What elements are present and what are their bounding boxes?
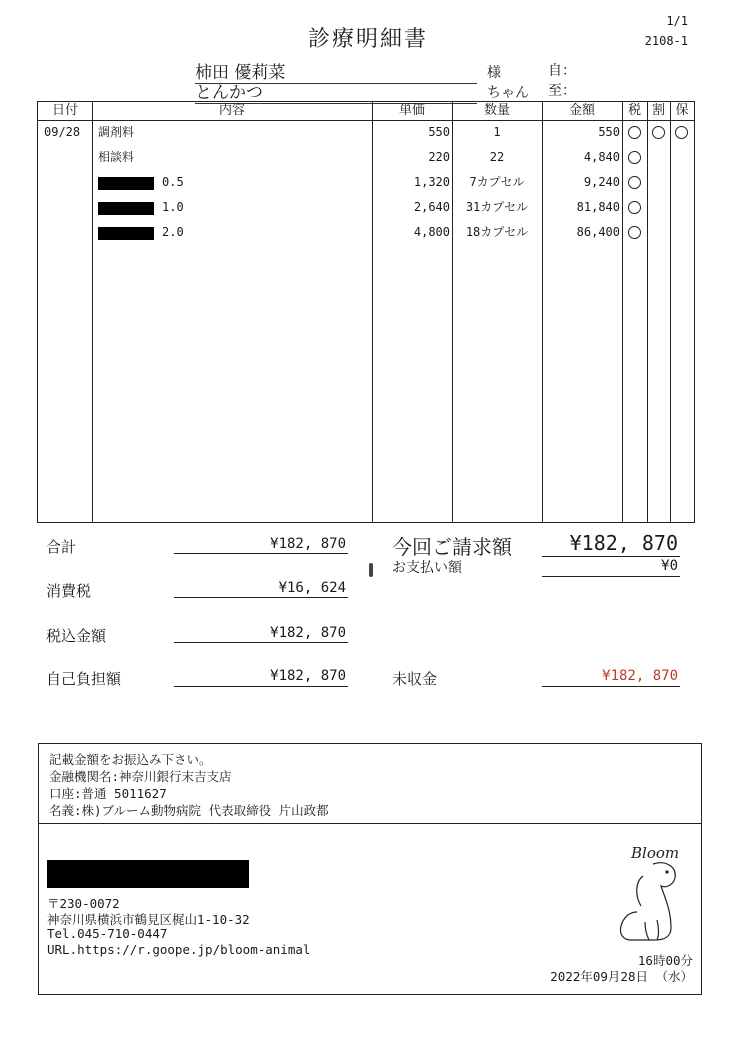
row-amount: 9,240: [583, 175, 620, 189]
owner-suffix: 様: [487, 65, 501, 81]
clinic-address: 神奈川県横浜市鶴見区梶山1-10-32: [47, 912, 250, 927]
self-pay-label: 自己負担額: [46, 670, 122, 688]
clinic-phone: Tel.045-710-0447: [47, 926, 168, 941]
from-label: 自：: [548, 63, 576, 79]
redacted-item-name: [98, 202, 154, 215]
col-unit-price: 単価: [398, 103, 425, 118]
bank-instruction: 記載金額をお振込み下さい。: [49, 752, 212, 767]
tax-mark: [628, 151, 641, 164]
table-row: [38, 147, 694, 172]
row-unit-price: 4,800: [413, 225, 450, 239]
tax-label: 消費税: [46, 582, 92, 600]
row-unit-price: 220: [428, 150, 450, 164]
col-date: 日付: [51, 103, 78, 118]
clinic-postal-code: 〒230-0072: [47, 896, 120, 911]
redacted-item-name: [98, 227, 154, 240]
col-tax: 税: [627, 103, 641, 118]
bank-holder: 名義:株)ブルーム動物病院 代表取締役 片山政都: [49, 803, 329, 818]
row-amount: 86,400: [576, 225, 620, 239]
row-amount: 550: [598, 125, 620, 139]
document-number: 2108-1: [644, 34, 688, 48]
subtotal-value: ¥182, 870: [270, 536, 346, 552]
row-unit-price: 550: [428, 125, 450, 139]
tax-value: ¥16, 624: [278, 580, 346, 596]
subtotal-label: 合計: [46, 538, 77, 556]
tax-mark: [628, 226, 641, 239]
row-item: 調剤料: [98, 125, 135, 139]
tax-included-label: 税込金額: [46, 627, 107, 645]
col-insurance: 保: [675, 103, 689, 118]
col-discount: 割: [651, 103, 665, 118]
col-item: 内容: [218, 103, 245, 118]
row-item: 0.5: [162, 175, 184, 189]
row-item: 1.0: [162, 200, 184, 214]
pet-suffix: ちゃん: [487, 85, 529, 101]
table-row: [38, 122, 694, 147]
row-unit-price: 1,320: [413, 175, 450, 189]
tax-included-value: ¥182, 870: [270, 625, 346, 641]
to-label: 至：: [548, 83, 576, 99]
owner-name: 柿田 優莉菜: [195, 58, 477, 84]
col-amount: 金額: [568, 103, 595, 118]
payment-info-box: [38, 743, 702, 995]
row-quantity: 18カプセル: [465, 225, 529, 239]
print-time: 16時00分: [637, 953, 693, 968]
row-quantity: 1: [493, 125, 501, 139]
itemized-table: [37, 101, 695, 523]
tax-mark: [628, 201, 641, 214]
col-quantity: 数量: [483, 103, 510, 118]
row-amount: 81,840: [576, 200, 620, 214]
print-date: 2022年09月28日 （水）: [550, 969, 693, 984]
logo-text: Bloom: [631, 844, 680, 862]
page-number: 1/1: [666, 14, 688, 28]
insurance-mark: [675, 126, 688, 139]
discount-mark: [652, 126, 665, 139]
paid-label: お支払い額: [392, 560, 462, 576]
row-item: 2.0: [162, 225, 184, 239]
row-date: 09/28: [44, 125, 81, 139]
pet-name: とんかつ: [195, 78, 477, 104]
redacted-clinic-name: [47, 860, 249, 888]
self-pay-value: ¥182, 870: [270, 668, 346, 684]
document-title: 診療明細書: [307, 27, 428, 52]
row-amount: 4,840: [583, 150, 620, 164]
table-row: [38, 172, 694, 197]
table-row: [38, 222, 694, 247]
clinic-url: URL.https://r.goope.jp/bloom-animal: [47, 942, 311, 957]
row-unit-price: 2,640: [413, 200, 450, 214]
paid-value: ¥0: [661, 558, 678, 574]
unpaid-value: ¥182, 870: [602, 668, 678, 684]
bank-name: 金融機関名:神奈川銀行末吉支店: [49, 769, 232, 784]
billed-value: ¥182, 870: [569, 531, 678, 555]
row-quantity: 22: [489, 150, 505, 164]
redacted-item-name: [98, 177, 154, 190]
row-quantity: 7カプセル: [469, 175, 525, 189]
table-row: [38, 197, 694, 222]
row-item: 相談料: [98, 150, 135, 164]
row-quantity: 31カプセル: [465, 200, 529, 214]
scan-mark: [369, 563, 373, 577]
billed-label: 今回ご請求額: [392, 535, 512, 559]
tax-mark: [628, 176, 641, 189]
bloom-dog-logo: [605, 836, 691, 946]
unpaid-label: 未収金: [392, 670, 438, 688]
bank-account: 口座:普通 5011627: [49, 786, 167, 801]
tax-mark: [628, 126, 641, 139]
